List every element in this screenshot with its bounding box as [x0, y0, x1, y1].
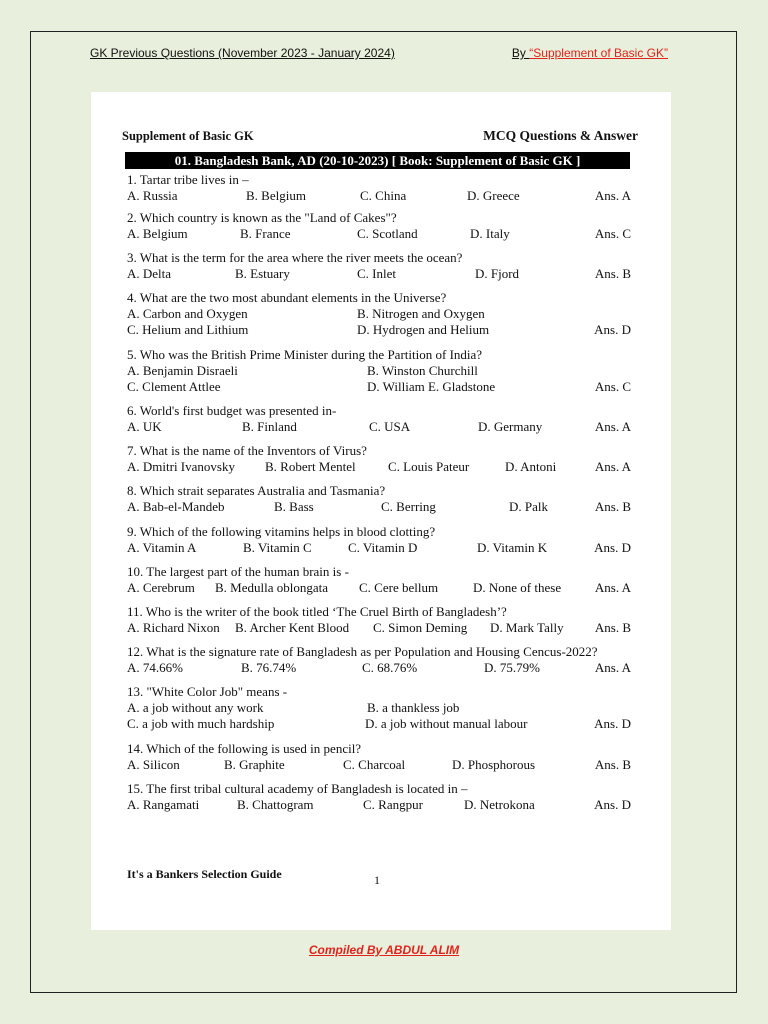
question-text: 4. What are the two most abundant elements in the Universe? — [127, 290, 447, 305]
option-c: C. 68.76% — [362, 660, 418, 675]
question-item — [127, 781, 631, 813]
question-text: 11. Who is the writer of the book titled ‘The Cruel Birth of Bangladesh’? — [127, 604, 507, 619]
question-text: 12. What is the signature rate of Bangladesh as per Population and Housing Cencus-2022? — [127, 644, 598, 659]
answer: Ans. B — [594, 266, 631, 281]
question-item — [127, 741, 631, 773]
page-number: 1 — [374, 873, 380, 887]
compiled-by-text: Compiled By ABDUL ALIM — [308, 943, 460, 957]
option-b: B. a thankless job — [367, 700, 460, 715]
answer: Ans. C — [594, 226, 631, 241]
option-b: B. Winston Churchill — [367, 363, 478, 378]
question-item — [127, 604, 631, 636]
option-a: A. Delta — [127, 266, 172, 281]
header-left-title: GK Previous Questions (November 2023 - January 2024) — [90, 46, 395, 60]
sheet-footer: It's a Bankers Selection Guide — [127, 867, 282, 881]
option-a: A. Silicon — [127, 757, 180, 772]
option-b: B. Vitamin C — [243, 540, 312, 555]
question-text: 5. Who was the British Prime Minister during the Partition of India? — [127, 347, 483, 362]
option-d: D. None of these — [473, 580, 562, 595]
option-a: A. Carbon and Oxygen — [127, 306, 248, 321]
option-d: D. Germany — [478, 419, 543, 434]
compiled-by — [0, 943, 768, 957]
option-c: C. Simon Deming — [373, 620, 468, 635]
question-item — [127, 210, 631, 242]
option-a: A. Rangamati — [127, 797, 200, 812]
option-d: D. Greece — [467, 188, 520, 203]
question-text: 2. Which country is known as the "Land of Cakes"? — [127, 210, 397, 225]
question-text: 7. What is the name of the Inventors of Virus? — [127, 443, 367, 458]
option-b: B. Archer Kent Blood — [235, 620, 350, 635]
question-text: 3. What is the term for the area where the river meets the ocean? — [127, 250, 463, 265]
option-b: B. France — [240, 226, 291, 241]
option-d: D. Antoni — [505, 459, 557, 474]
option-d: D. Phosphorous — [452, 757, 536, 772]
question-item — [127, 483, 631, 515]
option-c: C. Charcoal — [343, 757, 406, 772]
question-text: 1. Tartar tribe lives in – — [127, 172, 249, 187]
answer: Ans. D — [594, 797, 631, 812]
question-item — [127, 403, 631, 435]
question-item — [127, 250, 631, 282]
option-c: C. Louis Pateur — [388, 459, 470, 474]
option-c: C. Helium and Lithium — [127, 322, 249, 337]
answer: Ans. D — [594, 322, 631, 337]
option-c: C. Inlet — [357, 266, 396, 281]
option-d: D. Palk — [509, 499, 548, 514]
option-c: C. Berring — [381, 499, 436, 514]
option-b: B. Medulla oblongata — [215, 580, 329, 595]
option-c: C. USA — [369, 419, 411, 434]
question-text: 6. World's first budget was presented in- — [127, 403, 337, 418]
option-b: B. Nitrogen and Oxygen — [357, 306, 485, 321]
answer: Ans. B — [594, 499, 631, 514]
option-d: D. William E. Gladstone — [367, 379, 496, 394]
option-d: D. Vitamin K — [477, 540, 548, 555]
question-text: 8. Which strait separates Australia and Tasmania? — [127, 483, 386, 498]
option-d: D. Mark Tally — [490, 620, 564, 635]
sheet-left-title: Supplement of Basic GK — [122, 129, 254, 143]
option-b: B. 76.74% — [241, 660, 297, 675]
answer: Ans. D — [594, 540, 631, 555]
option-b: B. Graphite — [224, 757, 285, 772]
option-a: A. Vitamin A — [127, 540, 197, 555]
option-c: C. Rangpur — [363, 797, 423, 812]
answer: Ans. A — [594, 580, 631, 595]
answer: Ans. A — [594, 419, 631, 434]
question-item — [127, 290, 631, 338]
question-text: 14. Which of the following is used in pencil? — [127, 741, 362, 756]
option-d: D. Fjord — [475, 266, 520, 281]
header-right-credit — [512, 46, 668, 60]
option-a: A. Dmitri Ivanovsky — [127, 459, 235, 474]
option-c: C. Vitamin D — [348, 540, 418, 555]
option-a: A. Richard Nixon — [127, 620, 220, 635]
option-b: B. Robert Mentel — [265, 459, 356, 474]
option-b: B. Estuary — [235, 266, 290, 281]
answer: Ans. B — [594, 757, 631, 772]
option-b: B. Finland — [242, 419, 297, 434]
answer: Ans. B — [594, 620, 631, 635]
option-a: A. Benjamin Disraeli — [127, 363, 238, 378]
option-b: B. Chattogram — [237, 797, 314, 812]
option-a: A. 74.66% — [127, 660, 183, 675]
answer: Ans. D — [594, 716, 631, 731]
question-text: 13. "White Color Job" means - — [127, 684, 288, 699]
answer: Ans. C — [594, 379, 631, 394]
option-a: A. Russia — [127, 188, 178, 203]
question-item — [127, 347, 631, 395]
question-item — [127, 524, 631, 556]
sheet-right-title: MCQ Questions & Answer — [483, 128, 638, 143]
question-item — [127, 684, 631, 732]
option-d: D. Italy — [470, 226, 510, 241]
option-b: B. Belgium — [246, 188, 306, 203]
question-item — [127, 443, 631, 475]
option-c: C. Cere bellum — [359, 580, 439, 595]
option-c: C. Scotland — [357, 226, 418, 241]
question-sheet — [91, 92, 671, 930]
option-d: D. 75.79% — [484, 660, 540, 675]
question-item — [127, 564, 631, 596]
answer: Ans. A — [594, 459, 631, 474]
question-text: 9. Which of the following vitamins helps in blood clotting? — [127, 524, 436, 539]
option-c: C. Clement Attlee — [127, 379, 221, 394]
answer: Ans. A — [594, 660, 631, 675]
option-d: D. Hydrogen and Helium — [357, 322, 490, 337]
option-a: A. UK — [127, 419, 162, 434]
option-d: D. a job without manual labour — [365, 716, 528, 731]
header-right-prefix: By — [511, 46, 530, 60]
question-text: 15. The first tribal cultural academy of Bangladesh is located in – — [127, 781, 468, 796]
option-a: A. Belgium — [127, 226, 188, 241]
option-a: A. a job without any work — [127, 700, 264, 715]
question-item — [127, 644, 631, 676]
option-c: C. a job with much hardship — [127, 716, 275, 731]
option-a: A. Cerebrum — [127, 580, 195, 595]
option-c: C. China — [360, 188, 407, 203]
answer: Ans. A — [594, 188, 631, 203]
option-d: D. Netrokona — [464, 797, 535, 812]
option-a: A. Bab-el-Mandeb — [127, 499, 225, 514]
question-text: 10. The largest part of the human brain is - — [127, 564, 349, 579]
exam-banner: 01. Bangladesh Bank, AD (20-10-2023) [ Book: Supplement of Basic GK ] — [125, 152, 630, 169]
question-item — [127, 172, 631, 204]
header-right-book: “Supplement of Basic GK” — [529, 46, 668, 60]
option-b: B. Bass — [274, 499, 314, 514]
